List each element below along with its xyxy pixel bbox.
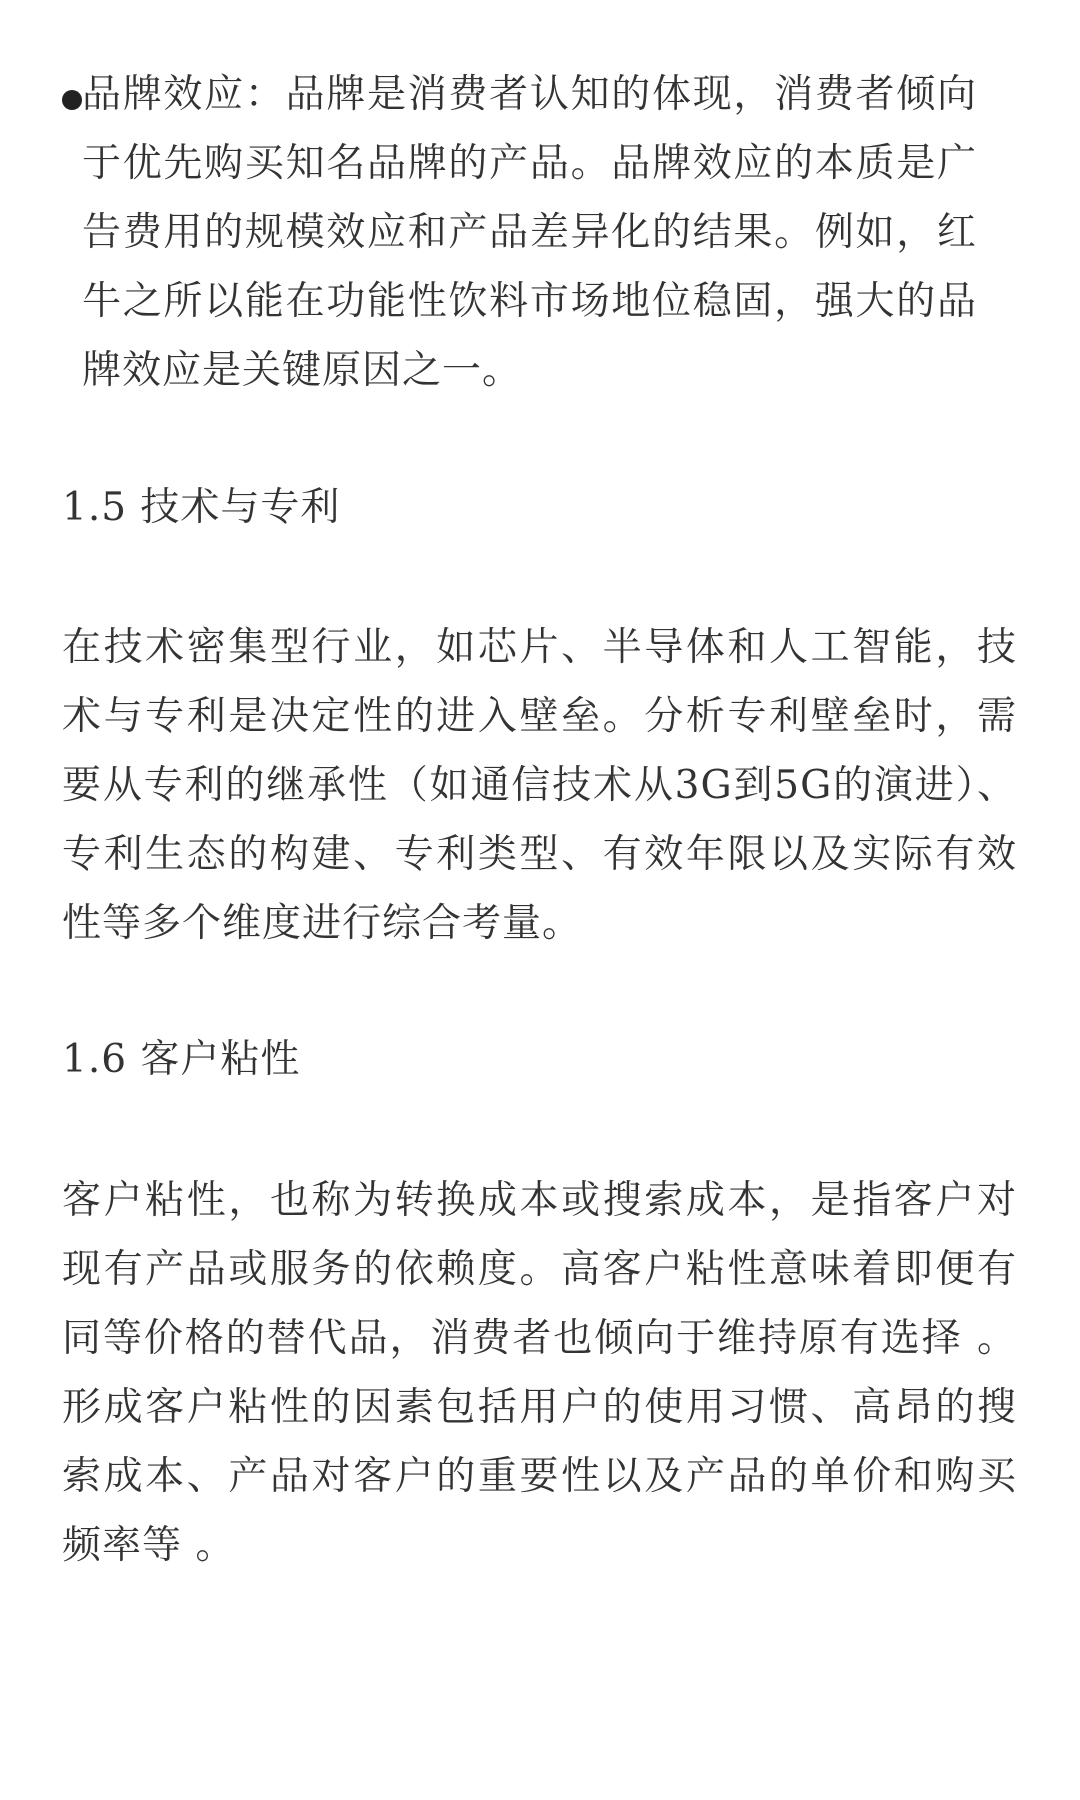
bullet-item-brand-effect xyxy=(62,60,1018,405)
section-heading-1-6: 1.6 客户粘性 xyxy=(62,1037,301,1082)
bullet-dot-icon xyxy=(62,90,82,110)
section-paragraph-1-5: 在技术密集型行业，如芯片、半导体和人工智能，技术与专利是决定性的进入壁垒。分析专利壁垒时，需要从专利的继承性（如通信技术从3G到5G的演进）、专利生态的构建、专利类型、有效年限以及实际有效性等多个维度进行综合考量。 xyxy=(62,625,1017,946)
bullet-text: 品牌效应：品牌是消费者认知的体现，消费者倾向于优先购买知名品牌的产品。品牌效应的本质是广告费用的规模效应和产品差异化的结果。例如，红牛之所以能在功能性饮料市场地位稳固，强大的品牌效应是关键原因之一。 xyxy=(82,72,977,393)
section-heading-1-5: 1.5 技术与专利 xyxy=(62,485,341,530)
section-paragraph-1-6: 客户粘性，也称为转换成本或搜索成本，是指客户对现有产品或服务的依赖度。高客户粘性意味着即便有同等价格的替代品，消费者也倾向于维持原有选择 。形成客户粘性的因素包括用户的使用习惯、高昂的搜索成本、产品对客户的重要性以及产品的单价和购买频率等 。 xyxy=(62,1178,1017,1568)
